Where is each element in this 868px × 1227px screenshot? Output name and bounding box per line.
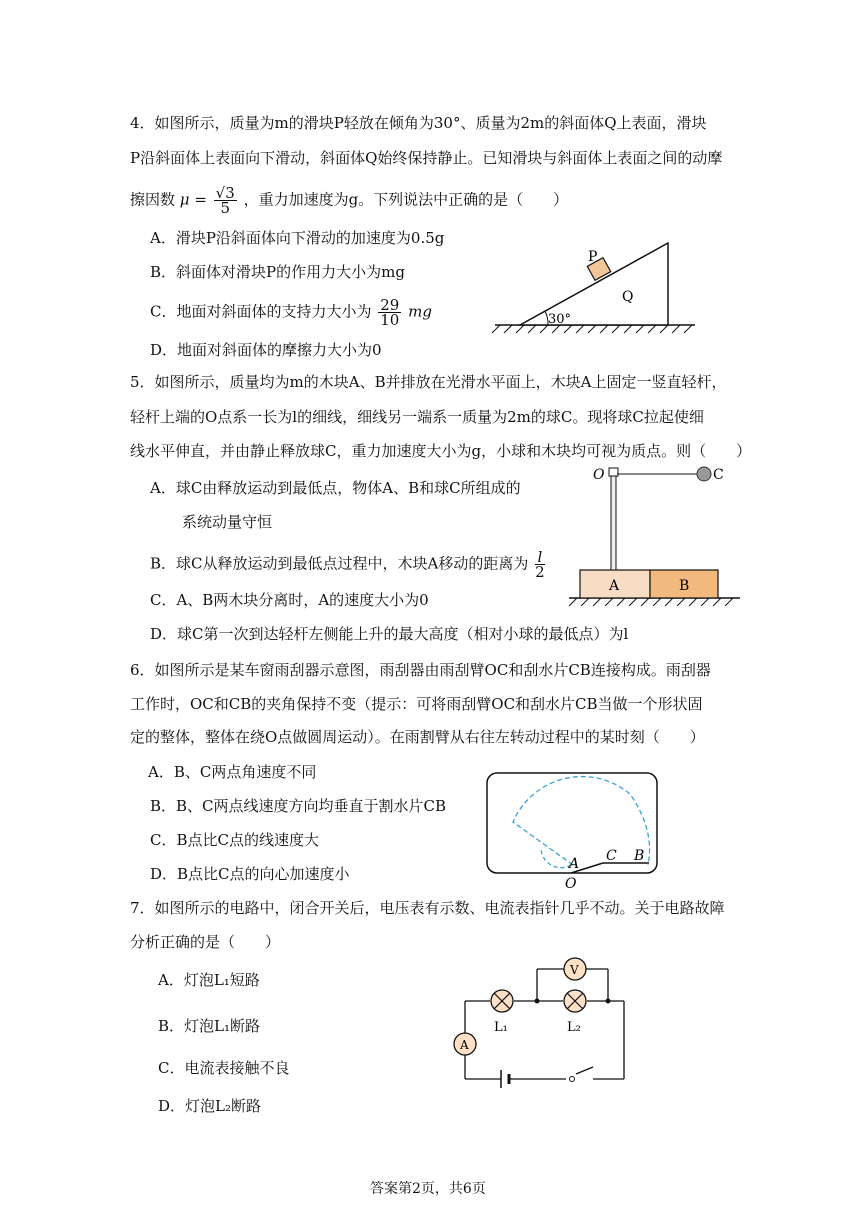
q4-stem-line3 (130, 186, 568, 215)
q6-stem-line3: 定的整体，整体在绕O点做圆周运动）。在雨割臂从右往左转动过程中的某时刻（ ） (130, 728, 705, 746)
q5-rod (611, 472, 616, 570)
q4-option-d: D．地面对斜面体的摩擦力大小为0 (150, 341, 382, 359)
q5-ball-c (697, 467, 711, 481)
q7-option-a: A．灯泡L₁短路 (158, 971, 260, 989)
q5-label-o: O (593, 467, 605, 483)
q5-label-b: B (679, 578, 690, 594)
q4-optc-denominator: 10 (380, 311, 400, 329)
q5-option-d: D．球C第一次到达轻杆左侧能上升的最大高度（相对小球的最低点）为l (150, 625, 629, 643)
q6-label-b: B (634, 848, 645, 864)
q7-label-l2: L₂ (567, 1020, 581, 1035)
q5-stem-line2: 轻杆上端的O点系一长为l的细线，细线另一端系一质量为2m的球C。现将球C拉起使细 (130, 408, 704, 426)
q7-option-d: D．灯泡L₂断路 (158, 1097, 262, 1115)
q4-label-p: P (588, 249, 598, 265)
q4-line3-pre: 擦因数 (130, 190, 176, 209)
q7-option-b: B．灯泡L₁断路 (158, 1017, 260, 1035)
q5-optb-pre: B．球C从释放运动到最低点过程中，木块A移动的距离为 (150, 554, 529, 573)
q4-mu-symbol: μ = (179, 190, 207, 209)
q4-option-a: A．滑块P沿斜面体向下滑动的加速度为0.5g (150, 229, 445, 247)
q4-optc-pre: C．地面对斜面体的支持力大小为 (150, 302, 372, 321)
q5-optb-denominator: 2 (535, 563, 545, 581)
q7-lamp-l1 (491, 990, 513, 1012)
q4-line3-post: ，重力加速度为g。下列说法中正确的是（ ） (243, 190, 569, 209)
q5-option-a-line2: 系统动量守恒 (182, 513, 273, 531)
q4-stem-line1: 4．如图所示，质量为m的滑块P轻放在倾角为30°、质量为2m的斜面体Q上表面，滑块 (130, 114, 707, 132)
q4-optc-numerator: 29 (380, 296, 400, 314)
q5-option-a-line1: A．球C由释放运动到最低点，物体A、B和球C所组成的 (150, 479, 521, 497)
q7-stem-line1: 7．如图所示的电路中，闭合开关后，电压表有示数、电流表指针几乎不动。关于电路故障 (130, 899, 725, 917)
page-footer: 答案第2页，共6页 (370, 1181, 486, 1197)
q6-label-o: O (565, 876, 577, 892)
q6-option-a: A．B、C两点角速度不同 (148, 763, 317, 781)
q4-label-q: Q (622, 289, 634, 305)
q4-label-angle: 30° (548, 312, 572, 327)
q7-label-l1: L₁ (494, 1020, 508, 1035)
q7-lamp-l2 (564, 990, 586, 1012)
q6-stem-line2: 工作时，OC和CB的夹角保持不变（提示：可将雨刮臂OC和刮水片CB当做一个形状固 (130, 695, 703, 713)
q5-pendulum-figure (565, 460, 755, 610)
q4-mu-denominator: 5 (220, 199, 230, 217)
q4-optc-post: mg (408, 302, 432, 321)
q4-stem-line2: P沿斜面体上表面向下滑动，斜面体Q始终保持静止。已知滑块与斜面体上表面之间的动摩 (130, 149, 723, 167)
q5-label-c: C (713, 467, 724, 483)
q6-label-a: A (569, 856, 580, 872)
q4-mu-fraction (214, 186, 237, 215)
q6-wiper-figure (485, 770, 660, 895)
q4-mu-numerator: √3 (215, 184, 235, 202)
q4-option-c (150, 298, 432, 327)
q5-optb-numerator: l (535, 550, 545, 565)
q4-option-b: B．斜面体对滑块P的作用力大小为mg (150, 263, 405, 281)
q5-label-a: A (609, 578, 620, 594)
q7-option-c: C．电流表接触不良 (158, 1059, 290, 1077)
q6-option-c: C．B点比C点的线速度大 (150, 831, 319, 849)
q6-stem-line1: 6．如图所示是某车窗雨刮器示意图，雨刮器由雨刮臂OC和刮水片CB连接构成。雨刮器 (130, 661, 711, 679)
q5-option-b (150, 550, 547, 579)
q6-option-b: B．B、C两点线速度方向均垂直于割水片CB (150, 797, 447, 815)
q7-circuit-figure (448, 955, 638, 1085)
q5-stem-line3: 线水平伸直，并由静止释放球C，重力加速度大小为g，小球和木块均可视为质点。则（ ） (130, 442, 752, 460)
q4-optc-fraction (378, 298, 401, 327)
q7-label-a: A (460, 1038, 469, 1052)
q7-label-v: V (570, 963, 579, 977)
q6-label-c: C (606, 848, 617, 864)
q6-option-d: D．B点比C点的向心加速度小 (150, 865, 350, 883)
q5-option-c: C．A、B两木块分离时，A的速度大小为0 (150, 591, 429, 609)
q4-incline-figure (490, 235, 700, 335)
q7-stem-line2: 分析正确的是（ ） (130, 933, 281, 951)
q5-optb-fraction (535, 550, 545, 579)
q5-stem-line1: 5．如图所示，质量均为m的木块A、B并排放在光滑水平面上，木块A上固定一竖直轻杆， (130, 373, 727, 391)
